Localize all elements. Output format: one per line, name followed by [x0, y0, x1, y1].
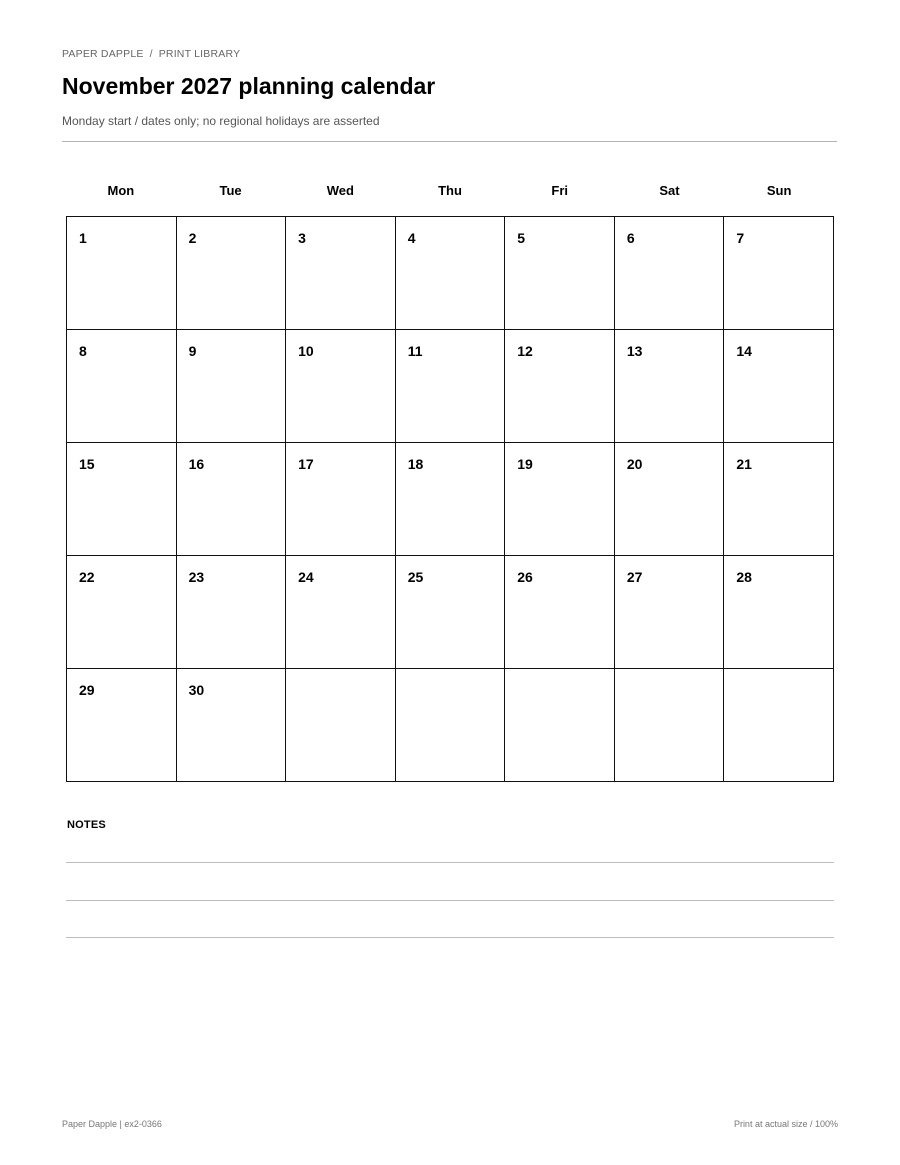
- calendar-day-cell: [614, 330, 724, 443]
- calendar-day-cell: [505, 217, 615, 330]
- breadcrumb-brand: PAPER DAPPLE: [62, 48, 144, 60]
- day-number: 17: [298, 456, 314, 472]
- notes-line: [66, 862, 834, 863]
- footer-left: Paper Dapple | ex2-0366: [62, 1119, 162, 1129]
- calendar-empty-cell: [286, 669, 396, 782]
- day-number: [286, 669, 395, 682]
- header-divider: [62, 141, 837, 142]
- calendar-day-cell: [395, 217, 505, 330]
- footer-right: Print at actual size / 100%: [733, 1119, 838, 1129]
- notes-line: [66, 937, 834, 938]
- day-number: 3: [298, 230, 306, 246]
- day-number: 29: [79, 682, 95, 698]
- calendar-empty-cell: [395, 669, 505, 782]
- day-number: 2: [188, 230, 197, 246]
- day-number: 22: [79, 569, 95, 585]
- day-number: 21: [736, 456, 752, 472]
- calendar-grid: [66, 216, 834, 782]
- day-number: 16: [188, 456, 205, 472]
- weekday-header: Sat: [659, 183, 680, 198]
- calendar-day-cell: [614, 443, 724, 556]
- calendar-day-cell: [724, 330, 834, 443]
- calendar-day-cell: [67, 330, 177, 443]
- calendar-week-row: [67, 217, 834, 330]
- calendar-day-cell: [724, 217, 834, 330]
- day-number: [396, 669, 505, 682]
- calendar-day-cell: [286, 217, 396, 330]
- weekday-header-row: [66, 183, 834, 198]
- day-number: 12: [517, 343, 533, 359]
- calendar-week-row: [67, 669, 834, 782]
- calendar-day-cell: [505, 556, 615, 669]
- calendar-day-cell: [505, 443, 615, 556]
- notes-label: NOTES: [67, 819, 106, 831]
- calendar-empty-cell: [505, 669, 615, 782]
- day-number: 1: [79, 230, 87, 246]
- day-number: 28: [736, 569, 752, 585]
- notes-line: [66, 900, 834, 901]
- calendar-day-cell: [67, 217, 177, 330]
- weekday-header: Sun: [766, 183, 792, 198]
- day-number: 19: [517, 456, 533, 472]
- page-title: November 2027 planning calendar: [62, 73, 436, 99]
- breadcrumb-section: PRINT LIBRARY: [158, 48, 241, 60]
- calendar-day-cell: [614, 556, 724, 669]
- calendar-day-cell: [67, 443, 177, 556]
- day-number: 23: [188, 569, 205, 585]
- day-number: 8: [79, 343, 87, 359]
- weekday-header: Wed: [326, 183, 354, 198]
- calendar-day-cell: [67, 556, 177, 669]
- day-number: 18: [407, 456, 424, 472]
- day-number: 26: [517, 569, 533, 585]
- day-number: 13: [626, 343, 643, 359]
- calendar-day-cell: [67, 669, 177, 782]
- calendar-day-cell: [724, 443, 834, 556]
- calendar-day-cell: [395, 443, 505, 556]
- day-number: 15: [79, 456, 95, 472]
- calendar-day-cell: [395, 556, 505, 669]
- day-number: 11: [407, 343, 423, 359]
- day-number: 10: [298, 343, 314, 359]
- calendar-empty-cell: [614, 669, 724, 782]
- weekday-header: Thu: [438, 183, 462, 198]
- day-number: 30: [188, 682, 205, 698]
- calendar-day-cell: [176, 443, 286, 556]
- day-number: 9: [188, 343, 197, 359]
- weekday-header: Fri: [551, 183, 569, 198]
- calendar-week-row: [67, 556, 834, 669]
- calendar-week-row: [67, 330, 834, 443]
- weekday-header: Mon: [107, 183, 135, 198]
- day-number: [615, 669, 724, 682]
- calendar-day-cell: [176, 330, 286, 443]
- day-number: 25: [407, 569, 424, 585]
- day-number: 5: [517, 230, 526, 246]
- calendar-empty-cell: [724, 669, 834, 782]
- weekday-header: Tue: [219, 183, 242, 198]
- calendar-day-cell: [724, 556, 834, 669]
- calendar-day-cell: [176, 217, 286, 330]
- calendar-day-cell: [176, 669, 286, 782]
- calendar-day-cell: [286, 443, 396, 556]
- calendar-day-cell: [286, 556, 396, 669]
- calendar-body: [67, 217, 834, 782]
- calendar-day-cell: [505, 330, 615, 443]
- calendar-day-cell: [286, 330, 396, 443]
- day-number: 6: [626, 230, 635, 246]
- calendar-day-cell: [176, 556, 286, 669]
- day-number: 4: [407, 230, 416, 246]
- page-subtitle: Monday start / dates only; no regional holidays are asserted: [62, 114, 380, 128]
- breadcrumb-separator: /: [149, 48, 153, 60]
- calendar-day-cell: [395, 330, 505, 443]
- day-number: 14: [736, 343, 752, 359]
- day-number: 24: [298, 569, 314, 585]
- day-number: 20: [626, 456, 643, 472]
- day-number: 27: [626, 569, 643, 585]
- day-number: [505, 669, 614, 682]
- breadcrumb: [62, 48, 240, 60]
- day-number: [724, 669, 833, 682]
- calendar-week-row: [67, 443, 834, 556]
- calendar-day-cell: [614, 217, 724, 330]
- day-number: 7: [736, 230, 745, 246]
